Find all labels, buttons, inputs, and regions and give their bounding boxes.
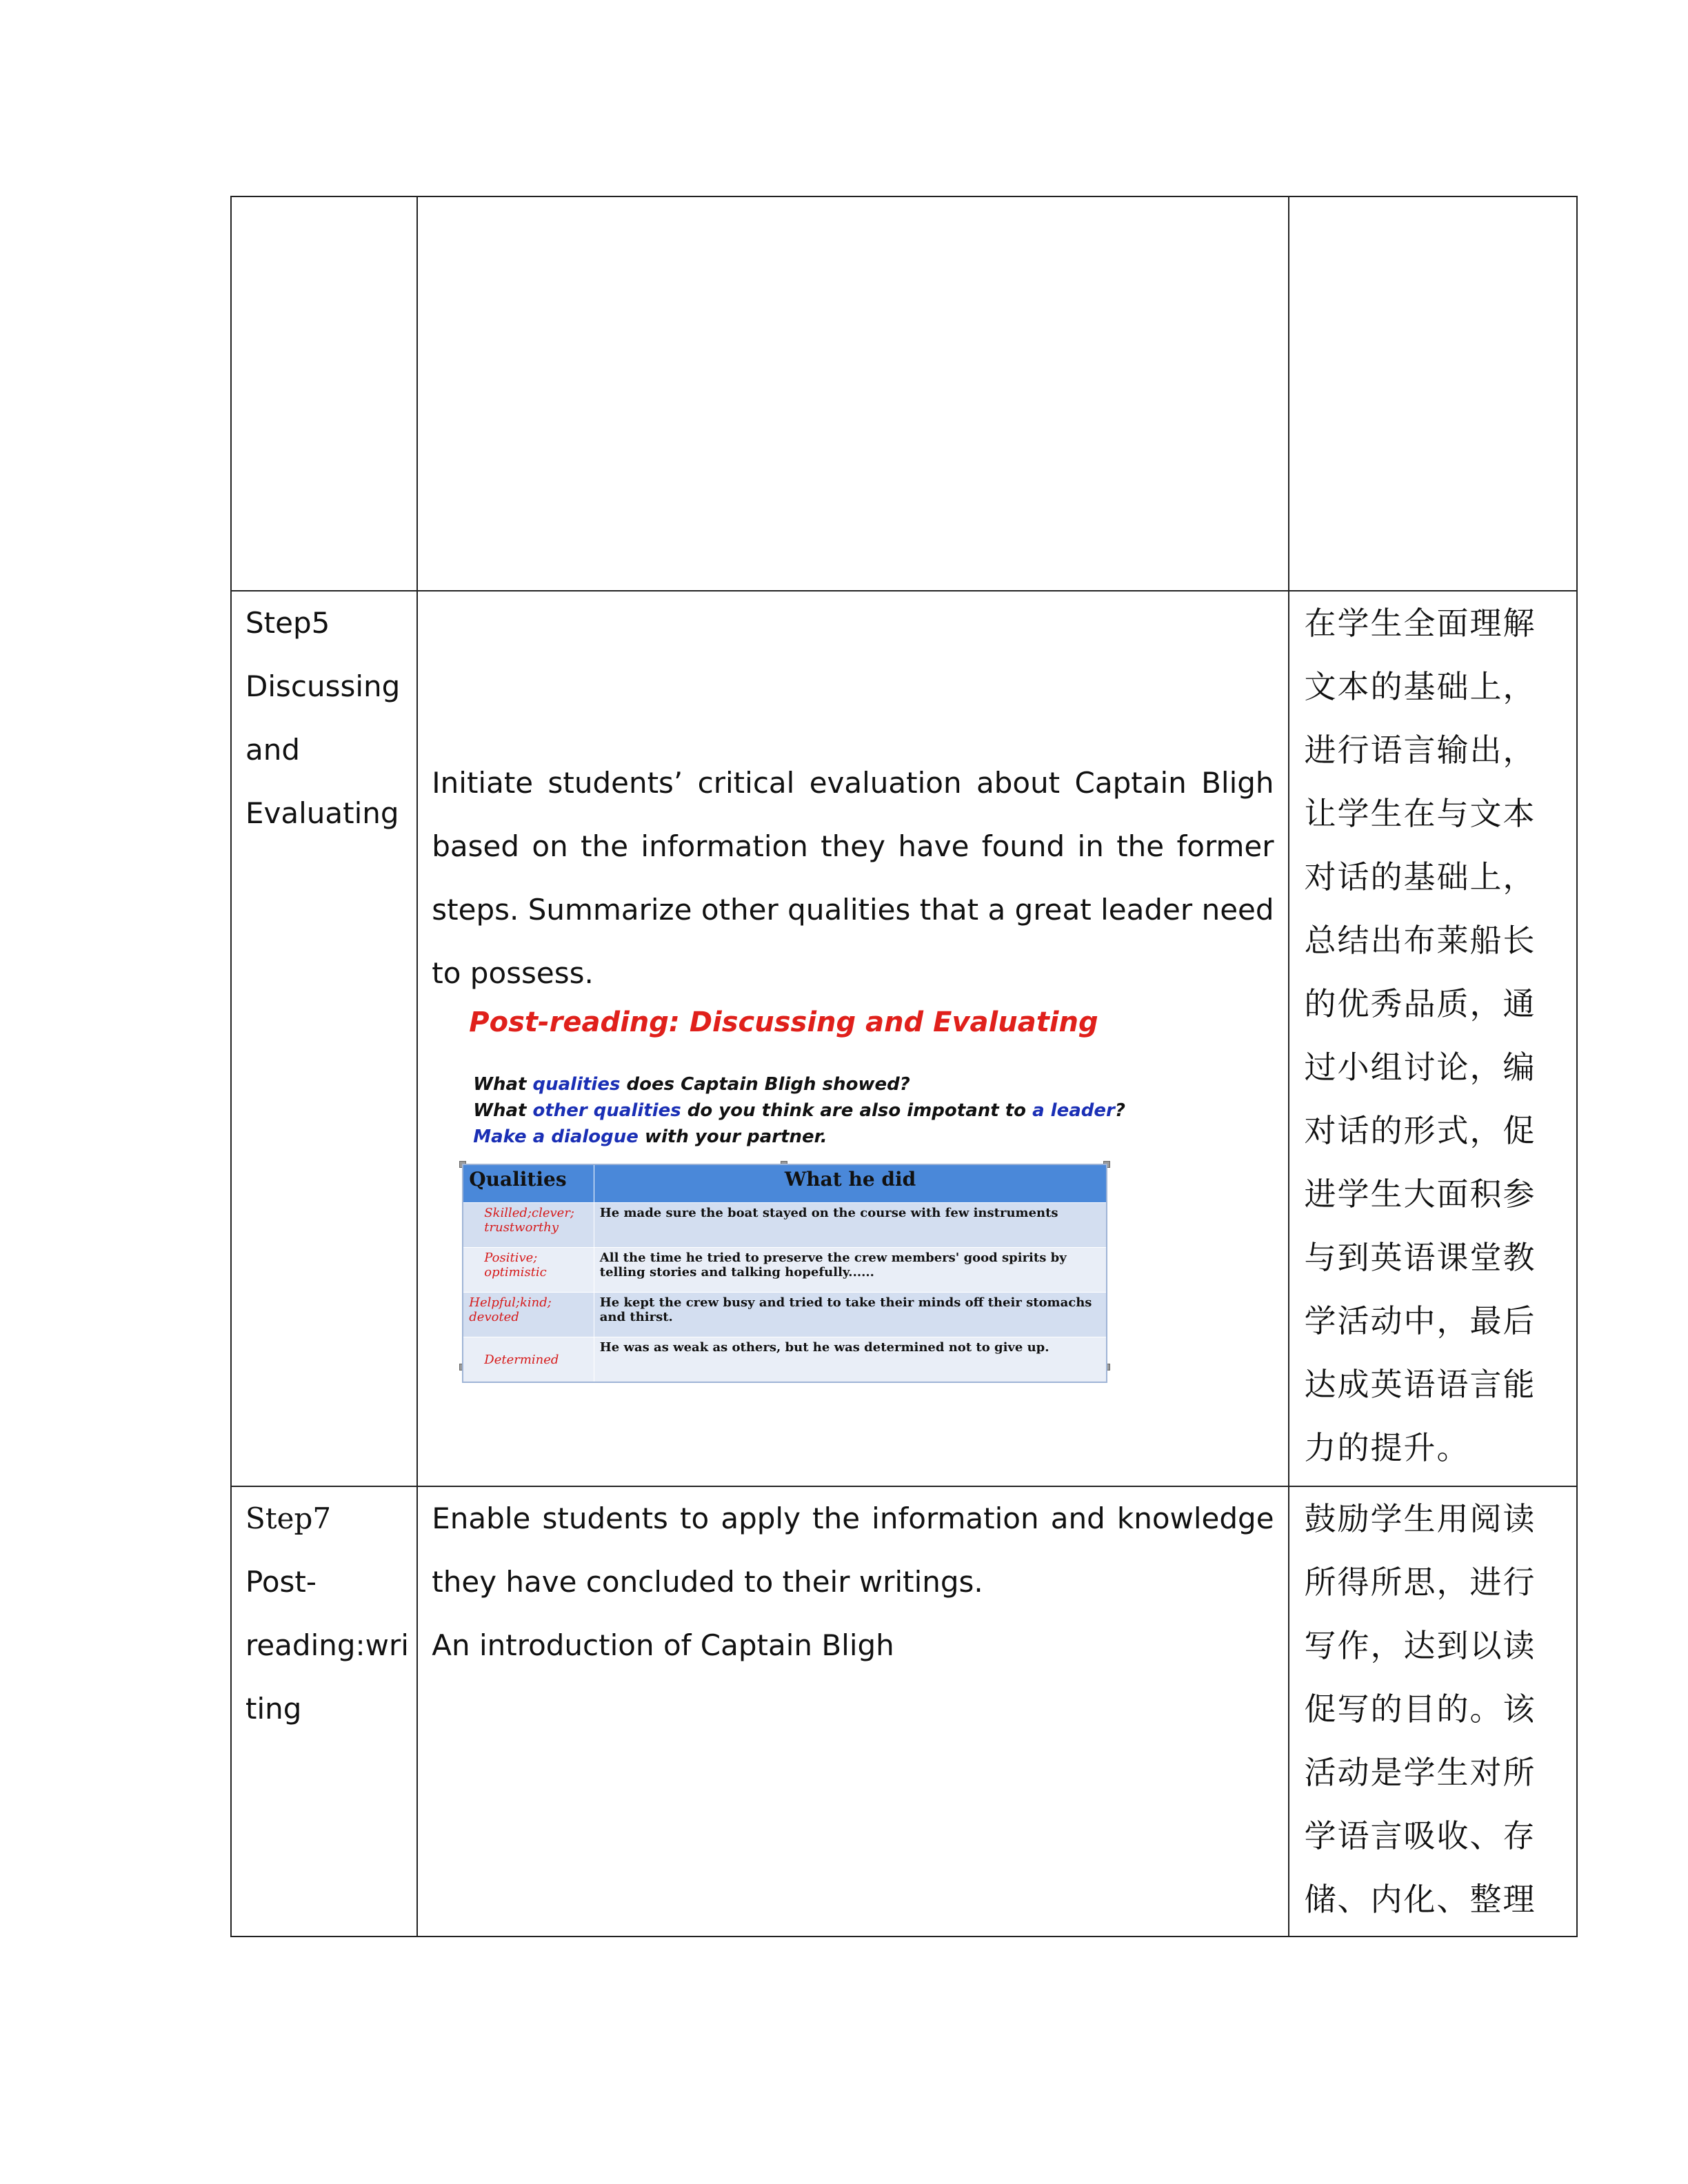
lesson-plan-table <box>230 196 1578 1937</box>
content-cell <box>417 196 1288 591</box>
content-paragraph: Initiate students’ critical evaluation about Captain Bligh based on the information they have found in the former steps. Summarize other qualities that a great leader need to possess. <box>432 766 1274 991</box>
slide-questions <box>473 1071 1125 1150</box>
step-cell <box>231 1486 417 1937</box>
step-cell <box>231 591 417 1486</box>
table-row <box>231 1486 1577 1937</box>
qualities-table <box>462 1164 1107 1383</box>
step-label: and <box>245 733 301 767</box>
purpose-cell <box>1289 1486 1577 1937</box>
quality-cell: Helpful;kind; devoted <box>463 1293 594 1337</box>
content-cell <box>417 591 1288 1486</box>
step-label: ting <box>245 1692 302 1726</box>
quality-cell: Positive; optimistic <box>463 1248 594 1293</box>
action-cell: He made sure the boat stayed on the course with few instruments <box>594 1203 1107 1248</box>
step-label: Step5 <box>245 606 330 640</box>
table-row <box>231 196 1577 591</box>
purpose-cell <box>1289 196 1577 591</box>
content-paragraph: An introduction of Captain Bligh <box>432 1628 894 1663</box>
table-row <box>231 591 1577 1486</box>
action-cell: All the time he tried to preserve the crew members' good spirits by telling stories and talking hopefully...... <box>594 1248 1107 1293</box>
quality-cell: Skilled;clever; trustworthy <box>463 1203 594 1248</box>
slide-title: Post-reading: Discussing and Evaluating <box>469 1007 1098 1039</box>
action-cell: He was as weak as others, but he was determined not to give up. <box>594 1337 1107 1383</box>
table-row <box>463 1203 1107 1248</box>
table-row <box>463 1248 1107 1293</box>
step-label: Post- <box>245 1565 317 1599</box>
table-row <box>463 1337 1107 1383</box>
question-line: Make a dialogue with your partner. <box>473 1126 827 1148</box>
content-paragraph: Enable students to apply the information and knowledge they have concluded to their writings. <box>432 1502 1274 1599</box>
action-cell: He kept the crew busy and tried to take their minds off their stomachs and thirst. <box>594 1293 1107 1337</box>
quality-cell: Determined <box>463 1337 594 1383</box>
column-header: Qualities <box>463 1164 594 1203</box>
purpose-text: 在学生全面理解文本的基础上，进行语言输出，让学生在与文本对话的基础上，总结出布莱船长的优秀品质，通过小组讨论，编对话的形式，促进学生大面积参与到英语课堂教学活动中，最后达成英语语言能力的提升。 <box>1304 605 1536 1467</box>
question-line: What other qualities do you think are also impotant to a leader? <box>473 1100 1125 1122</box>
purpose-cell <box>1289 591 1577 1486</box>
table-row <box>463 1293 1107 1337</box>
step-label: reading:wri <box>245 1628 409 1663</box>
purpose-text: 鼓励学生用阅读所得所思，进行写作，达到以读促写的目的。该活动是学生对所学语言吸收、存储、内化、整理 <box>1304 1500 1536 1919</box>
step-cell <box>231 196 417 591</box>
step-label: Step7 <box>245 1502 332 1536</box>
slide-image <box>462 1005 1124 1391</box>
step-label: Evaluating <box>245 796 399 831</box>
content-cell <box>417 1486 1288 1937</box>
question-line: What qualities does Captain Bligh showed? <box>473 1074 910 1095</box>
step-label: Discussing <box>245 669 401 704</box>
column-header: What he did <box>594 1164 1107 1203</box>
